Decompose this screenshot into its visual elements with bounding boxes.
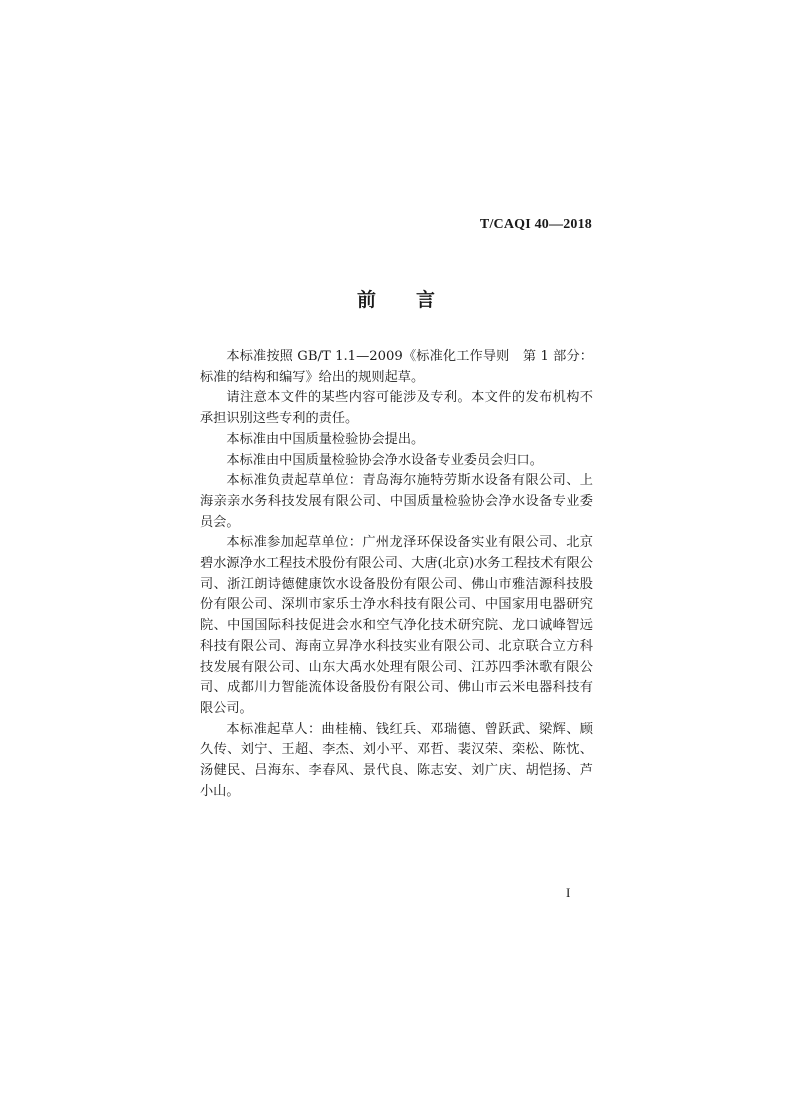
page-number: I	[566, 885, 571, 900]
page-title-char-1: 前	[356, 289, 376, 311]
paragraph-participating-units: 本标准参加起草单位：广州龙泽环保设备实业有限公司、北京碧水源净水工程技术股份有限公司、大唐(北京)水务工程技术有限公司、浙江朗诗德健康饮水设备股份有限公司、佛山市雅洁源科技股份有限公司、深圳市家乐士净水科技有限公司、中国家用电器研究院、中国国际科技促进会水和空气净化技术研究院、龙口诚峰智远科技有限公司、海南立昇净水科技实业有限公司、北京联合立方科技发展有限公司、山东大禹水处理有限公司、江苏四季沐歌有限公司、成都川力智能流体设备股份有限公司、佛山市云米电器科技有限公司。	[200, 535, 593, 716]
paragraph-lead-drafting-units: 本标准负责起草单位：青岛海尔施特劳斯水设备有限公司、上海亲亲水务科技发展有限公司、中国质量检验协会净水设备专业委员会。	[200, 473, 593, 530]
paragraph-centralized-unit: 本标准由中国质量检验协会净水设备专业委员会归口。	[226, 452, 543, 468]
standard-code: T/CAQI 40—2018	[479, 217, 592, 232]
paragraph-drafters: 本标准起草人：曲桂楠、钱红兵、邓瑞德、曾跃武、梁辉、顾久传、刘宁、王超、李杰、刘小平、邓哲、裴汉荣、栾松、陈忱、汤健民、吕海东、李春风、景代良、陈志安、刘广庆、胡恺扬、芦小山。	[200, 721, 593, 799]
foreword-body	[200, 347, 593, 802]
paragraph-drafting-rules: 本标准按照 GB/T 1.1—2009《标准化工作导则 第 1 部分：标准的结构和编写》给出的规则起草。	[200, 349, 593, 385]
page-title-char-2: 言	[416, 289, 436, 311]
paragraph-proposer: 本标准由中国质量检验协会提出。	[226, 431, 425, 447]
paragraph-patent-notice: 请注意本文件的某些内容可能涉及专利。本文件的发布机构不承担识别这些专利的责任。	[200, 390, 593, 427]
page-title	[0, 285, 792, 312]
